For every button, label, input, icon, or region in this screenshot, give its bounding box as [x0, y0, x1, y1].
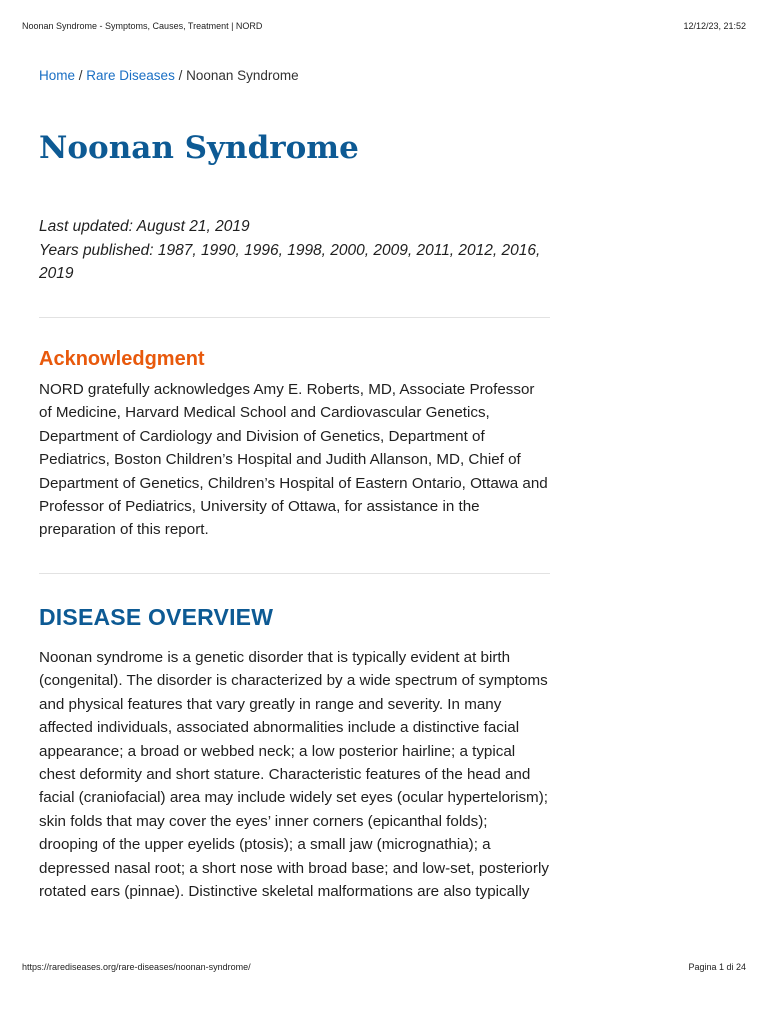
breadcrumb-home-link[interactable]: Home	[39, 68, 76, 83]
print-footer	[22, 962, 746, 972]
print-page-number: Pagina 1 di 24	[688, 962, 746, 972]
print-url: https://rarediseases.org/rare-diseases/noonan-syndrome/	[22, 962, 251, 972]
last-updated: Last updated: August 21, 2019	[39, 218, 250, 235]
breadcrumb-separator: /	[174, 68, 187, 83]
breadcrumb-current: Noonan Syndrome	[186, 68, 299, 83]
divider	[39, 573, 550, 574]
print-datetime: 12/12/23, 21:52	[683, 21, 746, 31]
breadcrumb-separator: /	[75, 68, 87, 83]
breadcrumb	[39, 68, 299, 83]
print-page-title: Noonan Syndrome - Symptoms, Causes, Treatment | NORD	[22, 21, 263, 31]
publication-meta	[39, 215, 550, 286]
disease-overview-heading: DISEASE OVERVIEW	[39, 604, 274, 630]
acknowledgment-text: NORD gratefully acknowledges Amy E. Roberts, MD, Associate Professor of Medicine, Harvard Medical School and Cardiovascular Genetics, Department of Cardiology and Division of Genetics, Department of Pediatrics, Boston Children’s Hospital and Judith Allanson, MD, Chief of Department of Genetics, Children’s Hospital of Eastern Ontario, Ottawa and Professor of Pediatrics, University of Ottawa, for assistance in the preparation of this report.	[39, 381, 548, 539]
print-header	[22, 21, 746, 31]
breadcrumb-rare-diseases-link[interactable]: Rare Diseases	[86, 68, 175, 83]
page-title: Noonan Syndrome	[39, 130, 359, 166]
disease-overview-text: Noonan syndrome is a genetic disorder that is typically evident at birth (congenital). The disorder is characterized by a wide spectrum of symptoms and physical features that vary greatly in range and severity. In many affected individuals, associated abnormalities include a distinctive facial appearance; a broad or webbed neck; a low posterior hairline; a typical chest deformity and short stature. Characteristic features of the head and facial (craniofacial) area may include widely set eyes (ocular hypertelorism); skin folds that may cover the eyes’ inner corners (epicanthal folds); drooping of the upper eyelids (ptosis); a small jaw (micrognathia); a depressed nasal root; a short nose with broad base; and low-set, posteriorly rotated ears (pinnae). Distinctive skeletal malformations are also typically	[39, 649, 549, 901]
years-published: Years published: 1987, 1990, 1996, 1998, 2000, 2009, 2011, 2012, 2016, 2019	[39, 241, 541, 282]
divider	[39, 317, 550, 318]
acknowledgment-heading: Acknowledgment	[39, 348, 205, 370]
